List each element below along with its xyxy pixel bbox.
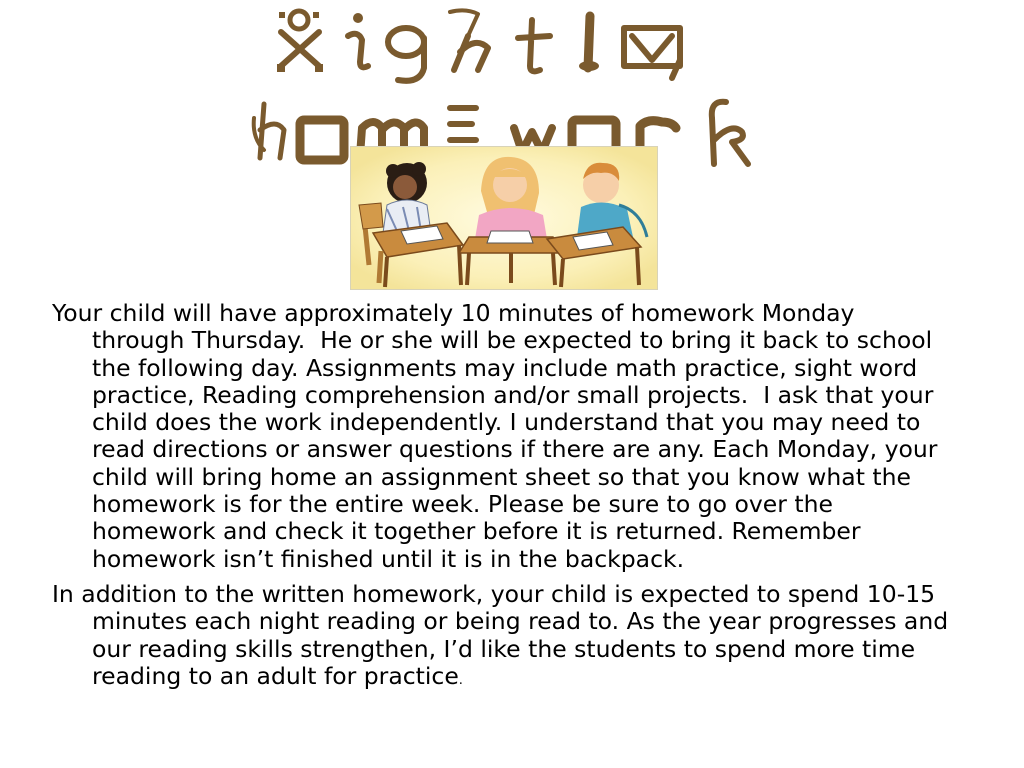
paragraph-reading-expectation bbox=[52, 579, 956, 694]
children-homework-illustration bbox=[350, 146, 658, 290]
paragraph-reading-expectation-tail: . bbox=[458, 672, 463, 688]
paragraph-homework-schedule bbox=[52, 300, 952, 577]
paragraph-reading-expectation-text: In addition to the written homework, your child is expected to spend 10-15 minutes each night reading or being read to. As the year progresses and our reading skills strengthen, I’d like the students to spend more time reading to an adult for practice bbox=[52, 579, 956, 690]
paragraph-homework-schedule-text: Your child will have approximately 10 minutes of homework Monday through Thursday. He or she will be expected to bring it back to school the following day. Assignments may include math practice, sight word practice, Reading comprehension and/or small projects. I ask that your child does the work independently. I understand that you may need to read directions or answer questions if there are any. Each Monday, your child will bring home an assignment sheet so that you know what the homework is for the entire week. Please be sure to go over the homework and check it together before it is returned. Remember homework isn’t finished until it is in the backpack. bbox=[52, 299, 945, 573]
title-row-1 bbox=[277, 10, 680, 80]
body-bullets bbox=[52, 299, 956, 698]
